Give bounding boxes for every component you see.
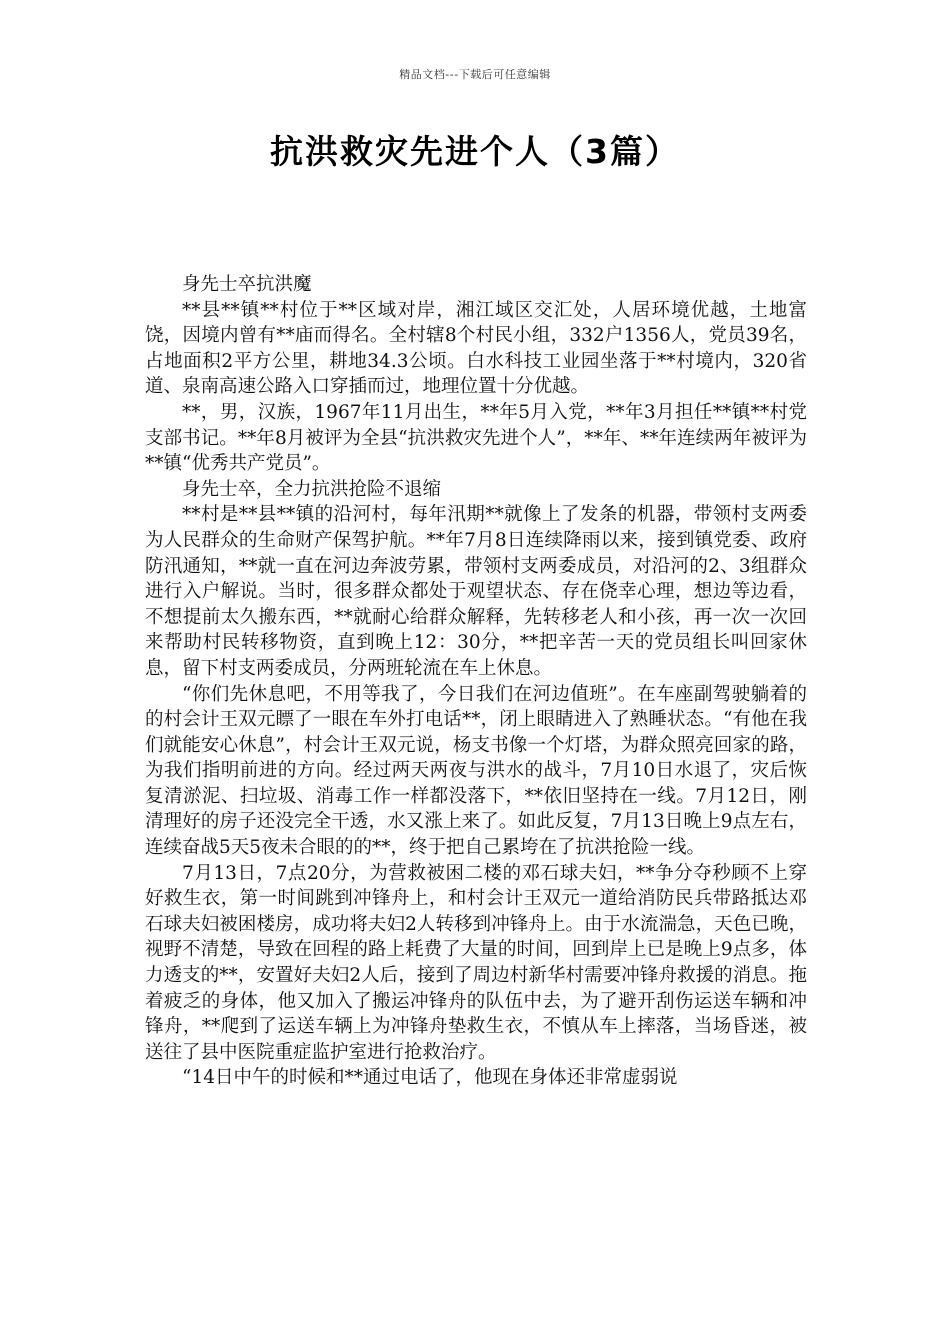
header-note: 精品文档---下载后可任意编辑 bbox=[399, 68, 551, 81]
subheading-paragraph: 身先士卒，全力抗洪抢险不退缩 bbox=[182, 478, 442, 500]
body-paragraph: **村是**县**镇的沿河村，每年汛期**就像上了发条的机器，带领村支两委为人民群众的生命财产保驾护航。**年7月8日连续降雨以来，接到镇党委、政府防汛通知，**就一直在河边奔波劳累，带领村支两委成员，对沿河的2、3组群众进行入户解说。当时，很多群众都处于观望状态、存在侥幸心理，想边等边看，不想提前太久搬东西，**就耐心给群众解释，先转移老人和小孩，再一次一次回来帮助村民转移物资，直到晚上12：30分，**把辛苦一天的党员组长叫回家休息，留下村支两委成员，分两班轮流在车上休息。 bbox=[145, 504, 807, 679]
body-paragraph: **县**镇**村位于**区域对岸，湘江域区交汇处，人居环境优越，土地富饶，因境内曾有**庙而得名。全村辖8个村民小组，332户1356人，党员39名，占地面积2平方公里，耕地34.3公顷。白水科技工业园坐落于**村境内，320省道、泉南高速公路入口穿插而过，地理位置十分优越。 bbox=[145, 299, 807, 398]
subheading-paragraph: 身先士卒抗洪魔 bbox=[182, 274, 312, 295]
body-paragraph: **，男，汉族，1967年11月出生，**年5月入党，**年3月担任**镇**村党支部书记。**年8月被评为全县“抗洪救灾先进个人”，**年、**年连续两年被评为**镇“优秀共产党员”。 bbox=[145, 401, 807, 475]
body-paragraph: 7月13日，7点20分，为营救被困二楼的邓石球夫妇，**争分夺秒顾不上穿好救生衣，第一时间跳到冲锋舟上，和村会计王双元一道给消防民兵带路抵达邓石球夫妇被困楼房，成功将夫妇2人转移到冲锋舟上。由于水流湍急，天色已晚，视野不清楚，导致在回程的路上耗费了大量的时间，回到岸上已是晚上9点多，体力透支的**，安置好夫妇2人后，接到了周边村新华村需要冲锋舟救援的消息。拖着疲乏的身体，他又加入了搬运冲锋舟的队伍中去，为了避开刮伤运送车辆和冲锋舟，**爬到了运送车辆上为冲锋舟垫救生衣，不慎从车上摔落，当场昏迷，被送往了县中医院重症监护室进行抢救治疗。 bbox=[145, 862, 807, 1063]
document-title: 抗洪救灾先进个人（3篇） bbox=[270, 132, 680, 171]
document-body bbox=[145, 272, 807, 1091]
body-paragraph: “14日中午的时候和**通过电话了，他现在身体还非常虚弱说 bbox=[182, 1067, 678, 1089]
body-paragraph: “你们先休息吧，不用等我了，今日我们在河边值班”。在车座副驾驶躺着的的村会计王双元瞟了一眼在车外打电话**，闭上眼睛进入了熟睡状态。“有他在我们就能安心休息”，村会计王双元说，杨支书像一个灯塔，为群众照亮回家的路，为我们指明前进的方向。经过两天两夜与洪水的战斗，7月10日水退了，灾后恢复清淤泥、扫垃圾、消毒工作一样都没落下，**依旧坚持在一线。7月12日，刚清理好的房子还没完全干透，水又涨上来了。如此反复，7月13日晚上9点左右，连续奋战5天5夜未合眼的的**，终于把自己累垮在了抗洪抢险一线。 bbox=[145, 683, 807, 859]
